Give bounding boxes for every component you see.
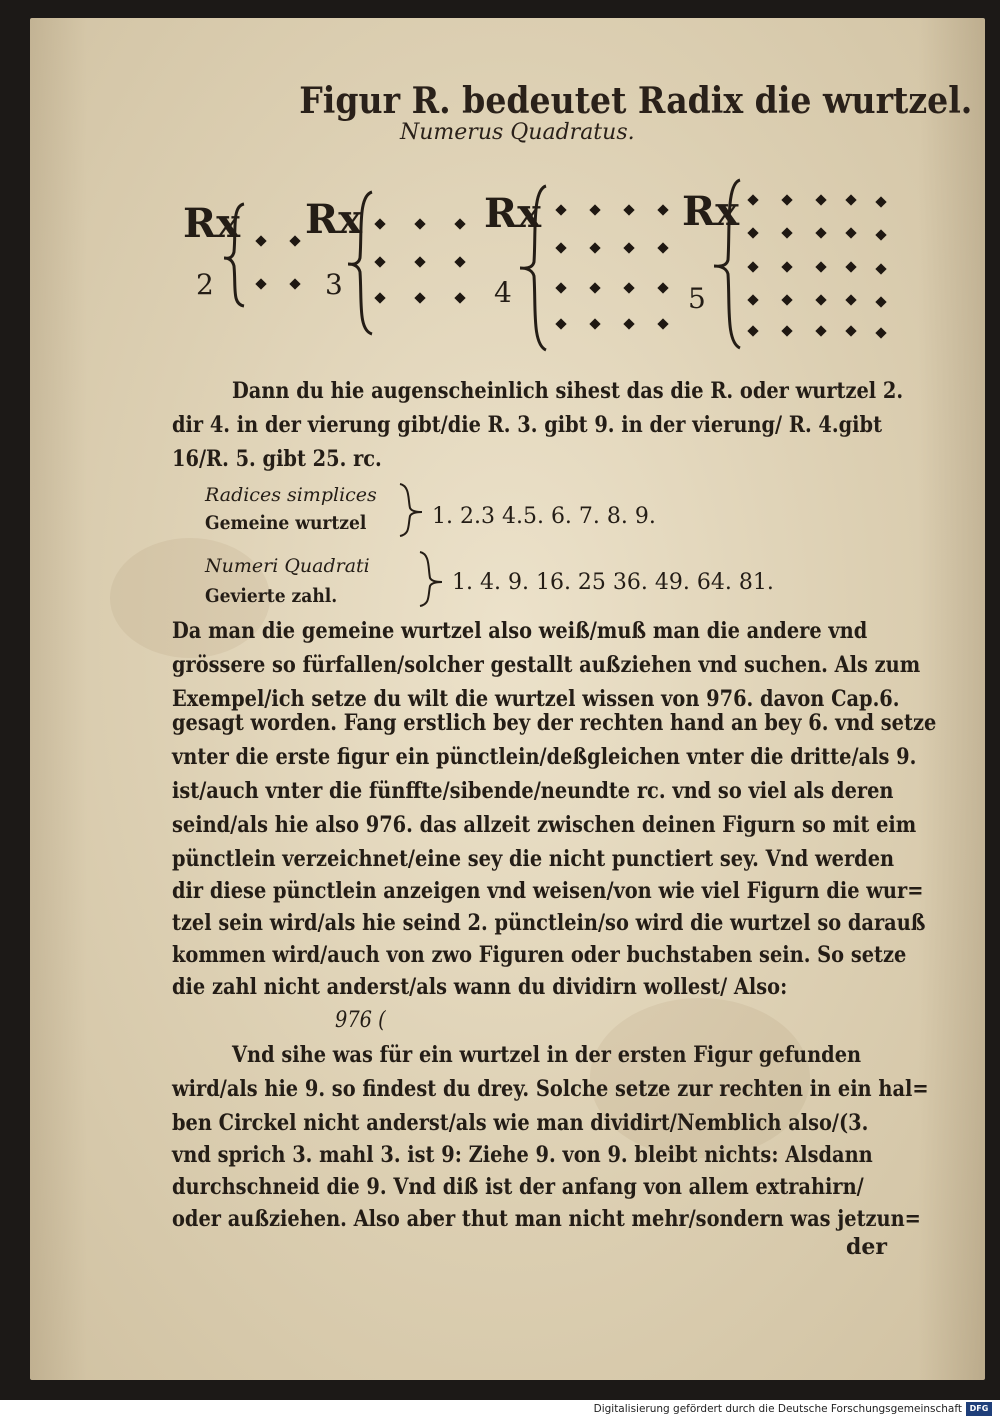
square-dot	[747, 294, 758, 305]
digitization-credit: Digitalisierung gefördert durch die Deutsche Forschungsgemeinschaft	[593, 1403, 962, 1415]
square-dot	[747, 227, 758, 238]
square-dot	[657, 242, 668, 253]
square-dot	[781, 227, 792, 238]
table-label: Numeri Quadrati	[205, 555, 370, 577]
square-dot	[555, 282, 566, 293]
square-dot	[589, 242, 600, 253]
text-line: Dann du hie augenscheinlich sihest das die R. oder wurtzel 2.	[232, 378, 904, 404]
worked-example: 976 (	[335, 1008, 386, 1033]
square-dot	[781, 261, 792, 272]
square-dot	[657, 282, 668, 293]
table-label: Radices simplices	[205, 484, 377, 506]
square-dot	[875, 296, 886, 307]
text-line: oder außziehen. Also aber thut man nicht mehr/sondern was jetzun=	[172, 1206, 921, 1232]
text-line: 16/R. 5. gibt 25. rc.	[172, 446, 382, 472]
square-dot	[657, 204, 668, 215]
text-line: seind/als hie also 976. das allzeit zwischen deinen Figurn so mit eim	[172, 812, 917, 838]
square-dot	[875, 327, 886, 338]
brace-icon	[414, 548, 448, 610]
square-dot	[555, 204, 566, 215]
root-number: 5	[688, 282, 706, 315]
text-line: tzel sein wird/als hie seind 2. pünctlein/so wird die wurtzel so darauß	[172, 910, 926, 936]
square-dot	[589, 204, 600, 215]
square-dot	[845, 227, 856, 238]
square-dot	[454, 218, 465, 229]
page-subheading: Numerus Quadratus.	[400, 120, 635, 145]
brace-icon	[346, 188, 378, 338]
brace-icon	[222, 200, 252, 310]
catchword: der	[846, 1234, 887, 1260]
square-dot	[815, 261, 826, 272]
square-dot	[623, 318, 634, 329]
square-dot	[454, 292, 465, 303]
square-dot	[255, 235, 266, 246]
square-dot	[781, 194, 792, 205]
square-dot	[815, 194, 826, 205]
square-dot	[555, 242, 566, 253]
text-line: dir diese pünctlein anzeigen vnd weisen/von wie viel Figurn die wur=	[172, 878, 924, 904]
text-line: Exempel/ich setze du wilt die wurtzel wissen von 976. davon Cap.6.	[172, 686, 900, 712]
square-dot	[454, 256, 465, 267]
square-dot	[657, 318, 668, 329]
square-dot	[845, 325, 856, 336]
square-dot	[781, 294, 792, 305]
square-dot	[414, 292, 425, 303]
brace-icon	[394, 480, 428, 540]
square-dot	[747, 194, 758, 205]
radix-symbol: Rx	[484, 190, 542, 237]
square-dot	[589, 318, 600, 329]
square-dot	[747, 325, 758, 336]
table-label: Gevierte zahl.	[205, 585, 338, 607]
text-line: vnd sprich 3. mahl 3. ist 9: Ziehe 9. von 9. bleibt nichts: Alsdann	[172, 1142, 873, 1168]
dfg-logo-icon: DFG	[966, 1402, 992, 1416]
text-line: grössere so fürfallen/solcher gestallt außziehen vnd suchen. Als zum	[172, 652, 921, 678]
radix-symbol: Rx	[183, 200, 241, 247]
table-values: 1. 2.3 4.5. 6. 7. 8. 9.	[432, 504, 656, 529]
text-line: wird/als hie 9. so findest du drey. Solche setze zur rechten in ein hal=	[172, 1076, 929, 1102]
text-line: pünctlein verzeichnet/eine sey die nicht punctiert sey. Vnd werden	[172, 846, 895, 872]
square-dot	[845, 194, 856, 205]
brace-icon	[712, 176, 746, 352]
text-line: ist/auch vnter die fünffte/sibende/neundte rc. vnd so viel als deren	[172, 778, 894, 804]
text-line: ben Circkel nicht anderst/als wie man dividirt/Nemblich also/(3.	[172, 1110, 869, 1136]
square-dot	[255, 278, 266, 289]
square-dot	[623, 282, 634, 293]
text-line: Da man die gemeine wurtzel also weiß/muß man die andere vnd	[172, 618, 868, 644]
root-number: 2	[196, 268, 214, 301]
text-line: die zahl nicht anderst/als wann du dividirn wollest/ Also:	[172, 974, 788, 1000]
text-line: Vnd sihe was für ein wurtzel in der ersten Figur gefunden	[232, 1042, 862, 1068]
brace-icon	[518, 182, 552, 354]
page-heading: Figur R. bedeutet Radix die wurtzel.	[299, 80, 973, 122]
square-dot	[555, 318, 566, 329]
square-dot	[815, 294, 826, 305]
square-dot	[815, 325, 826, 336]
square-dot	[589, 282, 600, 293]
radix-symbol: Rx	[682, 188, 740, 235]
text-line: gesagt worden. Fang erstlich bey der rechten hand an bey 6. vnd setze	[172, 710, 937, 736]
square-dot	[623, 204, 634, 215]
square-dot	[623, 242, 634, 253]
radix-symbol: Rx	[305, 196, 363, 243]
table-label: Gemeine wurtzel	[205, 512, 367, 534]
square-dot	[289, 235, 300, 246]
table-values: 1. 4. 9. 16. 25 36. 49. 64. 81.	[452, 570, 774, 595]
text-line: durchschneid die 9. Vnd diß ist der anfang von allem extrahirn/	[172, 1174, 864, 1200]
square-dot	[414, 218, 425, 229]
square-dot	[875, 263, 886, 274]
root-number: 3	[325, 268, 343, 301]
root-number: 4	[494, 276, 512, 309]
square-dot	[414, 256, 425, 267]
text-line: dir 4. in der vierung gibt/die R. 3. gibt 9. in der vierung/ R. 4.gibt	[172, 412, 883, 438]
square-dot	[845, 261, 856, 272]
square-dot	[289, 278, 300, 289]
square-dot	[875, 229, 886, 240]
square-number-figure	[0, 0, 1000, 400]
square-dot	[781, 325, 792, 336]
square-dot	[845, 294, 856, 305]
text-line: kommen wird/auch von zwo Figuren oder buchstaben sein. So setze	[172, 942, 907, 968]
square-dot	[747, 261, 758, 272]
square-dot	[815, 227, 826, 238]
text-line: vnter die erste figur ein pünctlein/deßgleichen vnter die dritte/als 9.	[172, 744, 917, 770]
square-dot	[875, 196, 886, 207]
